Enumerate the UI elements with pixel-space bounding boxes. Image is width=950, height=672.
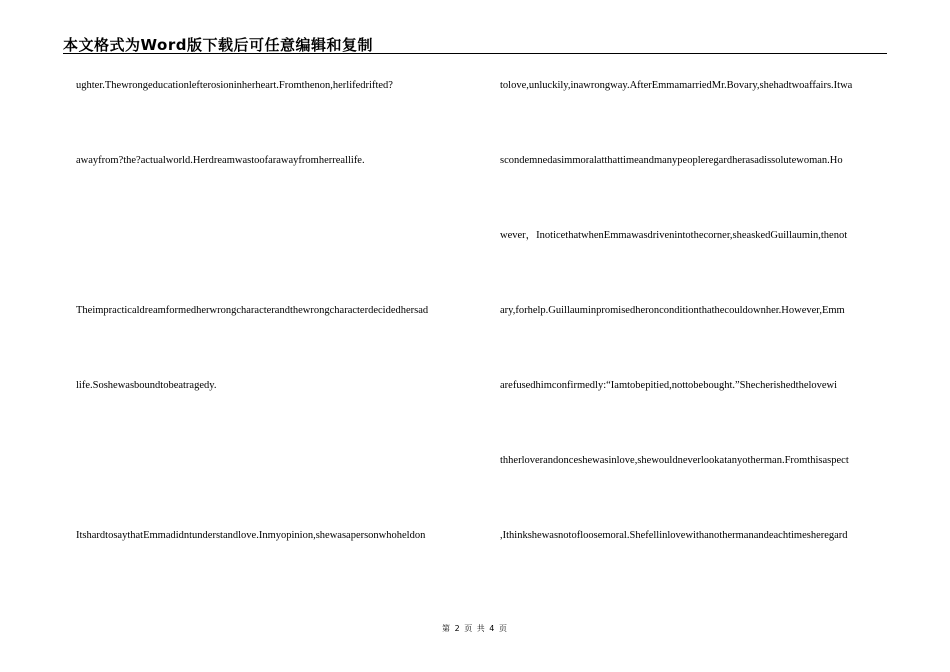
page-header-title: 本文格式为Word版下载后可任意编辑和复制	[63, 36, 373, 54]
text-line: ,Ithinkshewasnotofloosemoral.Shefellinlovewithanothermanandeachtimesheregard	[500, 530, 848, 541]
text-line: ary,forhelp.Guillauminpromisedheronconditionthathecouldownher.However,Emm	[500, 305, 845, 316]
text-line: Theimpracticaldreamformedherwrongcharacterandthewrongcharacterdecidedhersad	[76, 305, 429, 316]
text-line: ItshardtosaythatEmmadidntunderstandlove.Inmyopinion,shewasapersonwhoheldon	[76, 530, 426, 541]
text-line: scondemnedasimmoralatthattimeandmanypeopleregardherasadissolutewoman.Ho	[500, 155, 843, 166]
text-line: tolove,unluckily,inawrongway.AfterEmmamarriedMr.Bovary,shehadtwoaffairs.Itwa	[500, 80, 853, 91]
text-line: ughter.Thewrongeducationlefterosioninherheart.Fromthenon,herlifedrifted?	[76, 80, 393, 91]
text-line: life.Soshewasboundtobeatragedy.	[76, 380, 217, 391]
text-line: awayfrom?the?actualworld.Herdreamwastoofarawayfromherreallife.	[76, 155, 365, 166]
text-line: wever，InoticethatwhenEmmawasdrivenintothecorner,sheaskedGuillaumin,thenot	[500, 230, 848, 241]
header-divider	[63, 53, 887, 54]
text-line: arefusedhimconfirmedly:“Iamtobepitied,nottobebought.”Shecherishedthelovewi	[500, 380, 838, 391]
page-number-footer: 第 2 页 共 4 页	[442, 624, 508, 633]
text-line: thherloverandonceshewasinlove,shewouldneverlookatanyotherman.Fromthisaspect	[500, 455, 849, 466]
